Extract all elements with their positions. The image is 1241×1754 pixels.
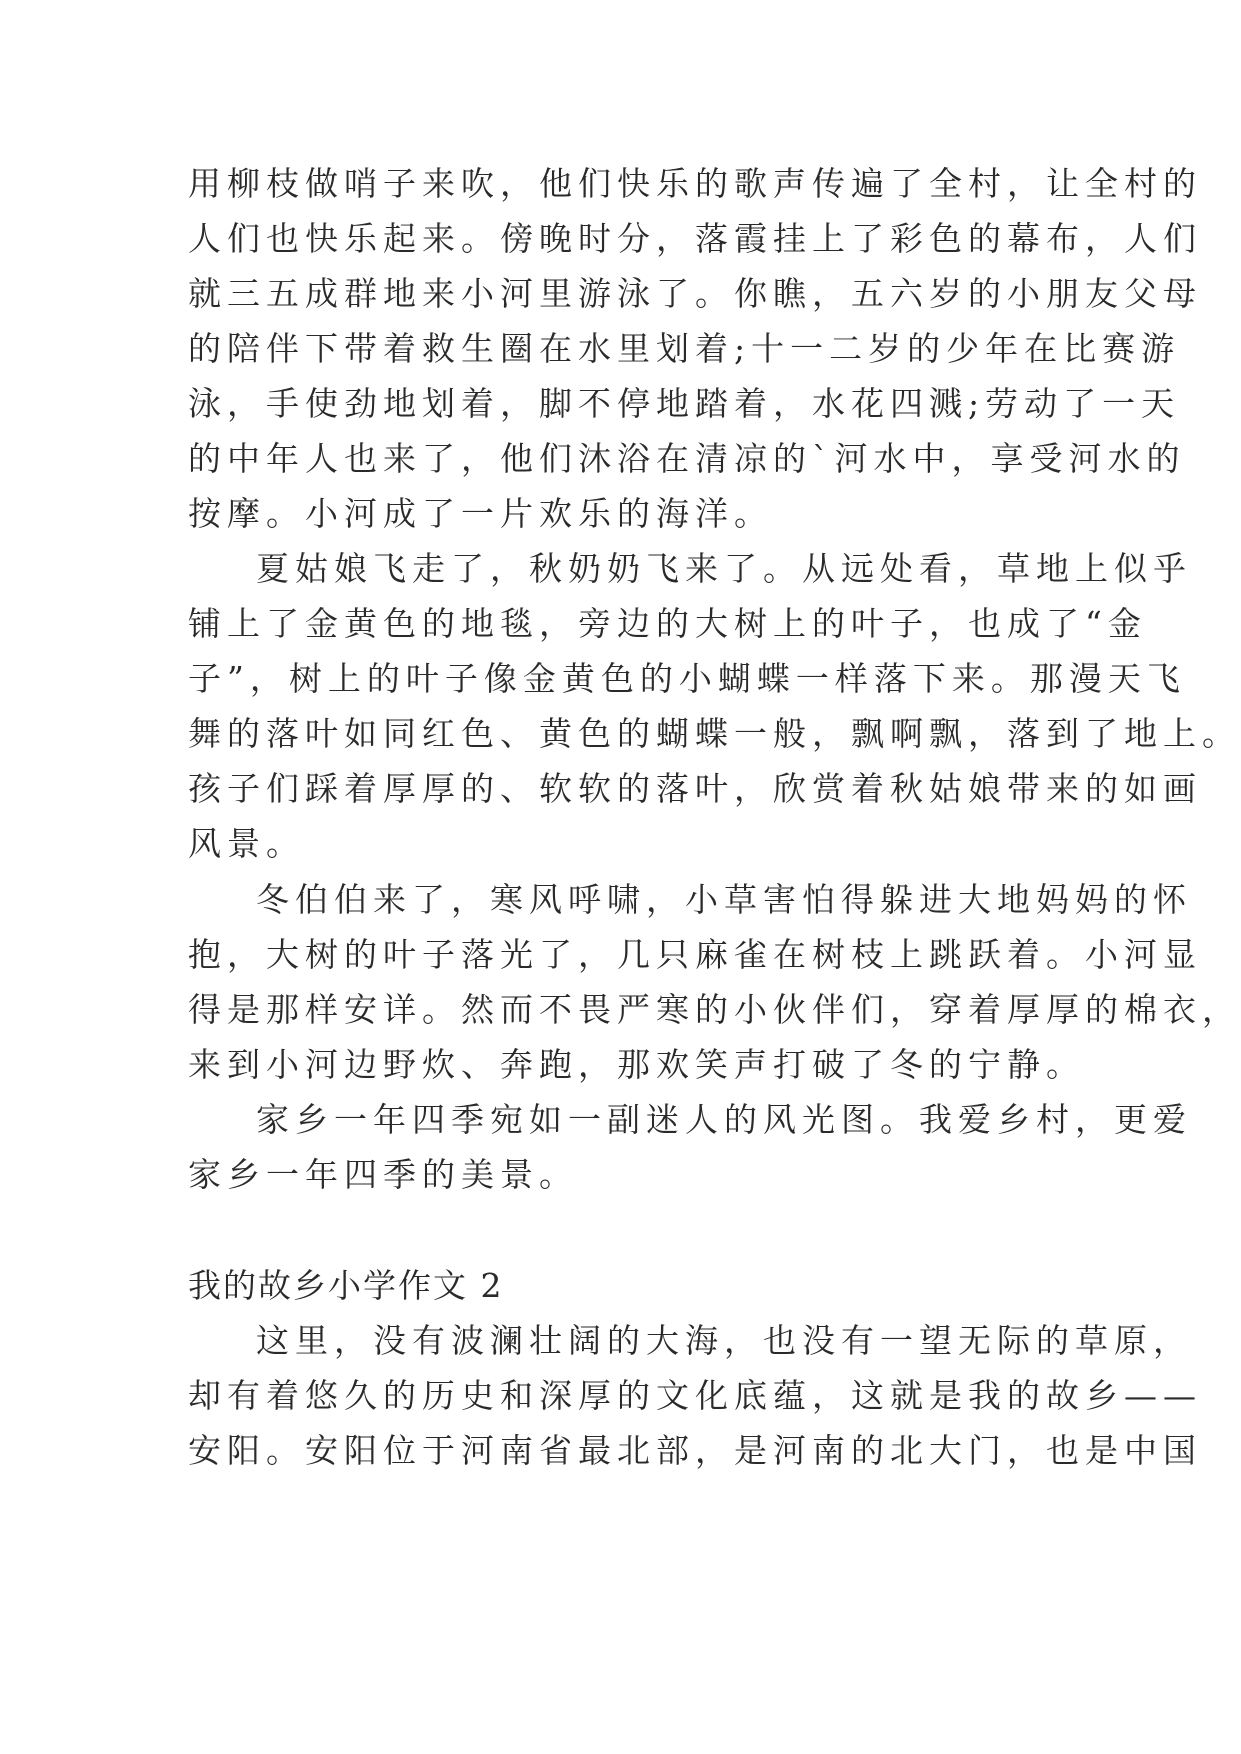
- paragraph-line: 子”，树上的叶子像金黄色的小蝴蝶一样落下来。那漫天飞: [188, 659, 1186, 698]
- paragraph-line: 就三五成群地来小河里游泳了。你瞧，五六岁的小朋友父母: [188, 274, 1202, 313]
- paragraph-line: 泳，手使劲地划着，脚不停地踏着，水花四溅;劳动了一天: [188, 384, 1181, 423]
- paragraph-line: 冬伯伯来了，寒风呼啸，小草害怕得躲进大地妈妈的怀: [256, 880, 1192, 919]
- paragraph-line: 按摩。小河成了一片欢乐的海洋。: [188, 494, 773, 533]
- paragraph-line: 安阳。安阳位于河南省最北部，是河南的北大门，也是中国: [188, 1431, 1202, 1470]
- paragraph-line: 孩子们踩着厚厚的、软软的落叶，欣赏着秋姑娘带来的如画: [188, 769, 1202, 808]
- paragraph-line: 却有着悠久的历史和深厚的文化底蕴，这就是我的故乡——: [188, 1376, 1202, 1415]
- paragraph-line: 得是那样安详。然而不畏严寒的小伙伴们，穿着厚厚的棉衣，: [188, 990, 1241, 1029]
- paragraph-line: 铺上了金黄色的地毯，旁边的大树上的叶子，也成了“金: [188, 604, 1147, 643]
- section-title: 我的故乡小学作文 2: [188, 1266, 504, 1305]
- paragraph-line: 这里，没有波澜壮阔的大海，也没有一望无际的草原，: [256, 1321, 1192, 1360]
- paragraph-line: 人们也快乐起来。傍晚时分，落霞挂上了彩色的幕布，人们: [188, 219, 1202, 258]
- paragraph-line: 的中年人也来了，他们沐浴在清凉的`河水中，享受河水的: [188, 439, 1186, 478]
- paragraph-line: 家乡一年四季的美景。: [188, 1155, 578, 1194]
- paragraph-line: 家乡一年四季宛如一副迷人的风光图。我爱乡村，更爱: [256, 1100, 1192, 1139]
- paragraph-line: 夏姑娘飞走了，秋奶奶飞来了。从远处看，草地上似乎: [256, 549, 1192, 588]
- paragraph-line: 的陪伴下带着救生圈在水里划着;十一二岁的少年在比赛游: [188, 329, 1181, 368]
- paragraph-line: 抱，大树的叶子落光了，几只麻雀在树枝上跳跃着。小河显: [188, 935, 1202, 974]
- paragraph-line: 用柳枝做哨子来吹，他们快乐的歌声传遍了全村，让全村的: [188, 164, 1202, 203]
- paragraph-line: 风景。: [188, 824, 305, 863]
- paragraph-line: 来到小河边野炊、奔跑，那欢笑声打破了冬的宁静。: [188, 1045, 1085, 1084]
- paragraph-line: 舞的落叶如同红色、黄色的蝴蝶一般，飘啊飘，落到了地上。: [188, 714, 1241, 753]
